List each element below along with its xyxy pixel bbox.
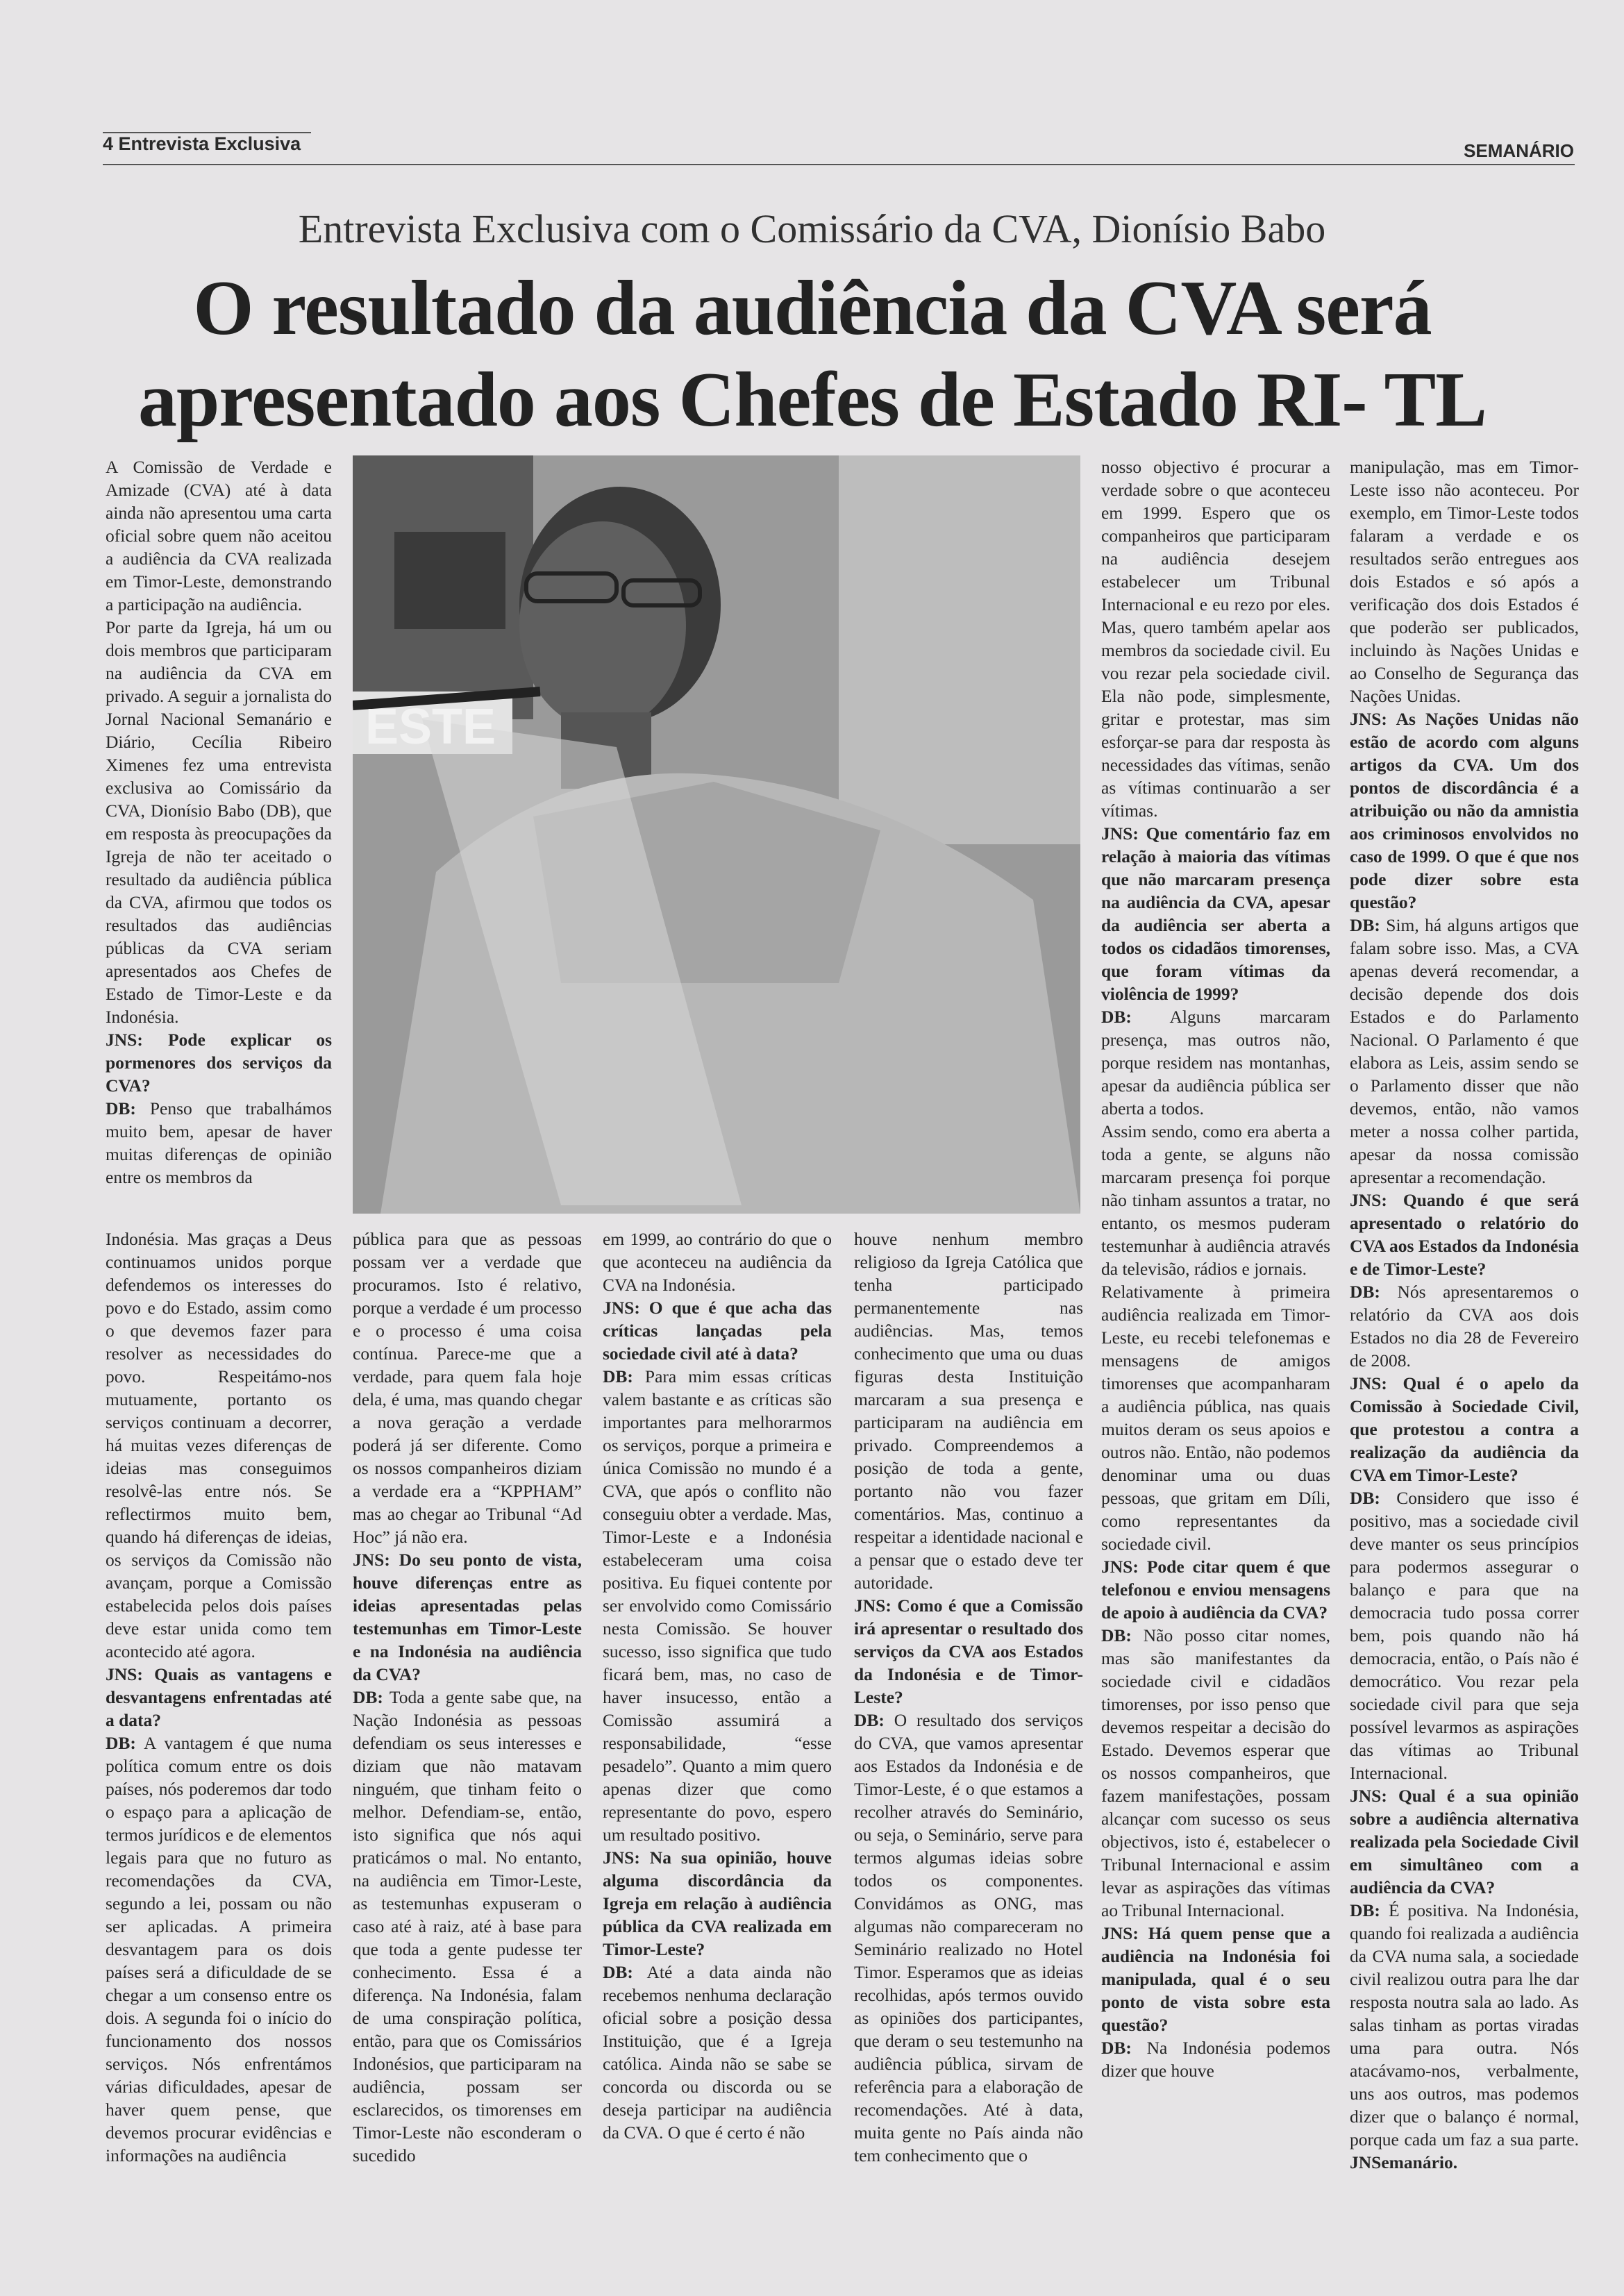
- article-paragraph: [353, 1686, 582, 2167]
- paragraph-text: Penso que trabalhámos muito bem, apesar de haver muitas diferenças de opinião entre os membros da: [106, 1098, 332, 1187]
- interview-question: JNS: Na sua opinião, houve alguma discordância da Igreja em relação à audiência pública da CVA realizada em Timor-Leste?: [603, 1847, 832, 1959]
- speaker-label: DB:: [1101, 1625, 1132, 1645]
- article-paragraph: [1101, 1280, 1330, 1555]
- article-paragraph: [1350, 914, 1579, 1189]
- header-rule: [103, 164, 1575, 165]
- article-paragraph: [1101, 1005, 1330, 1120]
- speaker-label: DB:: [1350, 915, 1380, 935]
- paragraph-text: Na Indonésia podemos dizer que houve: [1101, 2038, 1330, 2081]
- paragraph-text: Por parte da Igreja, há um ou dois membros que participaram na audiência da CVA em privado. A seguir a jornalista do Jornal Nacional Semanário e Diário, Cecília Ribeiro Ximenes fez uma entrevista exclusiva ao Comissário da CVA, Dionísio Babo (DB), que em resposta às preocupações da Igreja de não ter aceitado o resultado da audiência pública da CVA, afirmou que todos os resultados das audiências públicas da CVA seriam apresentados aos Chefes de Estado de Timor-Leste e da Indonésia.: [106, 617, 332, 1027]
- paragraph-text: Até a data ainda não recebemos nenhuma declaração oficial sobre a posição dessa Instituição, que é a Igreja católica. Ainda não se sabe se concorda ou discorda ou se deseja participar na audiência da CVA. O que é certo é não: [603, 1962, 832, 2143]
- speaker-label: DB:: [106, 1098, 136, 1118]
- interview-question: JNS: As Nações Unidas não estão de acordo com alguns artigos da CVA. Um dos pontos de discordância é a atribuição ou não da amnistia aos criminosos envolvidos no caso de 1999. O que é que nos pode dizer sobre esta questão?: [1350, 709, 1579, 912]
- article-paragraph: [106, 616, 332, 1028]
- paragraph-text: Considero que isso é positivo, mas a sociedade civil deve manter os seus princípios para podermos assegurar o balanço e para que na democracia tudo possa correr bem, pois quando não há democracia, então, o País não é democrático. Vou rezar pela sociedade civil para que seja possível levarmos as aspirações das vítimas ao Tribunal Internacional.: [1350, 1488, 1579, 1783]
- interview-question: JNS: Quando é que será apresentado o relatório do CVA aos Estados da Indonésia e de Timor-Leste?: [1350, 1190, 1579, 1279]
- article-column-4: [854, 1227, 1083, 2167]
- article-column-6: [1350, 455, 1579, 2174]
- article-column-3: [603, 1227, 832, 2144]
- paragraph-text: Toda a gente sabe que, na Nação Indonésia as pessoas defendiam os seus interesses e diziam que não matavam ninguém, que tinham feito o melhor. Defendiam-se, então, isto significa que nós aqui praticámos o mal. No entanto, na audiência em Timor-Leste, as testemunhas expuseram o caso até à raiz, até à base para que toda a gente pudesse ter conhecimento. Essa é a diferença. Na Indonésia, falam de uma conspiração política, então, para que os Comissários Indonésios, que participaram na audiência, possam ser esclarecidos, os timorenses em Timor-Leste não esconderam o sucedido: [353, 1687, 582, 2165]
- interview-question: JNS: Há quem pense que a audiência na Indonésia foi manipulada, qual é o seu ponto de vista sobre esta questão?: [1101, 1923, 1330, 2035]
- article-headline: O resultado da audiência da CVA será apresentado aos Chefes de Estado RI- TL: [138, 265, 1487, 443]
- article-paragraph: [353, 1227, 582, 1548]
- article-column-1-top: [106, 455, 332, 1189]
- article-paragraph: [1350, 455, 1579, 707]
- article-paragraph: [1101, 1120, 1330, 1280]
- paragraph-text: houve nenhum membro religioso da Igreja Católica que tenha participado permanentemente nas audiências. Mas, temos conhecimento que uma ou duas figuras desta Instituição marcaram a sua presença e participaram na audiência em privado. Compreendemos a posição de toda a gente, portanto não vou fazer comentários. Mas, continuo a respeitar a identidade nacional e a pensar que o estado deve ter autoridade.: [854, 1229, 1083, 1593]
- speaker-label: DB:: [106, 1733, 136, 1753]
- speaker-label: DB:: [603, 1962, 633, 1982]
- interview-question: JNS: Qual é o apelo da Comissão à Sociedade Civil, que protestou a contra a realização da audiência da CVA em Timor-Leste?: [1350, 1373, 1579, 1485]
- paragraph-text: Nós apresentaremos o relatório da CVA aos dois Estados no dia 28 de Fevereiro de 2008.: [1350, 1282, 1579, 1371]
- speaker-label: DB:: [1101, 2038, 1132, 2058]
- photo-illustration: [353, 455, 1080, 1214]
- paragraph-text: Indonésia. Mas graças a Deus continuamos unidos porque defendemos os interesses do povo e do Estado, assim como o que devemos fazer para resolver as necessidades do povo. Respeitámo-nos mutuamente, portanto os serviços continuam a decorrer, há muitas vezes diferenças de ideias mas conseguimos resolvê-las entre nós. Se reflectirmos muito bem, quando há diferenças de ideias, os serviços da Comissão não avançam, porque a Comissão estabelecida pelos dois países deve estar unida como tem acontecido até agora.: [106, 1229, 332, 1661]
- paragraph-text: Assim sendo, como era aberta a toda a gente, se alguns não marcaram presença foi porque não tinham assuntos a tratar, no entanto, os mesmos puderam testemunhar à audiência através da televisão, rádios e jornais.: [1101, 1121, 1330, 1279]
- paragraph-text: Para mim essas críticas valem bastante e as críticas são importantes para melhorarmos os serviços, porque a primeira e única Comissão no mundo é a CVA, que após o conflito não conseguiu obter a verdade. Mas, Timor-Leste e a Indonésia estabeleceram uma coisa positiva. Eu fiquei contente por ser envolvido como Comissário nesta Comissão. Se houver sucesso, isso significa que tudo ficará bem, mas, no caso de haver insucesso, então a Comissão assumirá a responsabilidade, “esse pesadelo”. Quanto a mim quero apenas dizer que como representante do povo, espero um resultado positivo.: [603, 1366, 832, 1845]
- article-paragraph: [603, 1365, 832, 1846]
- interview-question: JNS: Que comentário faz em relação à maioria das vítimas que não marcaram presença na audiência da CVA, apesar da audiência ser aberta a todos os cidadãos timorenses, que foram vítimas da violência de 1999?: [1101, 823, 1330, 1004]
- speaker-label: DB:: [1350, 1900, 1380, 1920]
- article-paragraph: [854, 1227, 1083, 1594]
- speaker-label: DB:: [1350, 1282, 1380, 1302]
- interview-question: JNS: O que é que acha das críticas lançadas pela sociedade civil até à data?: [603, 1298, 832, 1364]
- speaker-label: DB:: [1350, 1488, 1380, 1508]
- article-paragraph: [603, 1961, 832, 2144]
- article-paragraph: [106, 1227, 332, 1663]
- article-paragraph: [106, 1732, 332, 2167]
- article-paragraph: [106, 1097, 332, 1189]
- article-paragraph: [1350, 1899, 1579, 2174]
- paragraph-text: Alguns marcaram presença, mas outros não, porque residem nas montanhas, apesar da audiência pública ser aberta a todos.: [1101, 1007, 1330, 1118]
- interview-question: JNS: Pode explicar os pormenores dos serviços da CVA?: [106, 1030, 332, 1096]
- speaker-label: DB:: [1101, 1007, 1132, 1027]
- article-paragraph: [603, 1227, 832, 1296]
- paragraph-text: pública para que as pessoas possam ver a verdade que procuramos. Isto é relativo, porque a verdade é um processo e o processo é uma coisa contínua. Parece-me que a verdade, para quem fala hoje dela, é uma, mas quando chegar a nova geração a verdade poderá já ser diferente. Como os nossos companheiros diziam a verdade era a “KPPHAM” mas ao chegar ao Tribunal “Ad Hoc” já não era.: [353, 1229, 582, 1547]
- article-paragraph: [1101, 1624, 1330, 1922]
- speaker-label: DB:: [353, 1687, 383, 1707]
- article-paragraph: [1101, 455, 1330, 822]
- signature: JNSemanário.: [1350, 2152, 1458, 2172]
- interview-question: JNS: Do seu ponto de vista, houve diferenças entre as ideias apresentadas pelas testemunhas em Timor-Leste e na Indonésia na audiência da CVA?: [353, 1550, 582, 1684]
- paragraph-text: É positiva. Na Indonésia, quando foi realizada a audiência da CVA numa sala, a sociedade civil realizou outra para lhe dar resposta noutra sala ao lado. As salas tinham as portas viradas uma para outra. Nós atacávamo-nos, verbalmente, uns aos outros, mas podemos dizer que o balanço é normal, porque cada um faz a sua parte.: [1350, 1900, 1579, 2150]
- publication-name: SEMANÁRIO: [1464, 140, 1574, 161]
- article-kicker: Entrevista Exclusiva com o Comissário da CVA, Dionísio Babo: [298, 206, 1326, 251]
- interview-photo: [353, 455, 1080, 1214]
- interview-question: JNS: Como é que a Comissão irá apresentar o resultado dos serviços da CVA aos Estados da Indonésia e de Timor-Leste?: [854, 1595, 1083, 1707]
- article-column-1-bottom: [106, 1227, 332, 2167]
- interview-question: JNS: Quais as vantagens e desvantagens enfrentadas até a data?: [106, 1664, 332, 1730]
- paragraph-text: A vantagem é que numa política comum entre os dois países, nós poderemos dar todo o espaço para a aplicação de termos jurídicos e de elementos legais para que no futuro as recomendações da CVA, segundo a lei, possam ou não ser aplicadas. A primeira desvantagem para os dois países será a dificuldade de se chegar a um consenso entre os dois. A segunda foi o início do funcionamento dos nossos serviços. Nós enfrentámos várias dificuldades, apesar de haver quem pense, que devemos procurar evidências e informações na audiência: [106, 1733, 332, 2165]
- paragraph-text: em 1999, ao contrário do que o que aconteceu na audiência da CVA na Indonésia.: [603, 1229, 832, 1295]
- photo-banner-text: ESTE: [365, 699, 496, 755]
- article-column-5: [1101, 455, 1330, 2082]
- article-paragraph: [854, 1709, 1083, 2167]
- paragraph-text: Não posso citar nomes, mas são manifestantes da sociedade civil e cidadãos timorenses, por isso penso que devemos respeitar a decisão do Estado. Devemos esperar que os nossos companheiros, que fazem manifestações, possam alcançar com sucesso os seus objectivos, isto é, estabelecer o Tribunal Internacional e assim levar as aspirações das vítimas ao Tribunal Internacional.: [1101, 1625, 1330, 1920]
- paragraph-text: nosso objectivo é procurar a verdade sobre o que aconteceu em 1999. Espero que os companheiros que participaram na audiência desejem estabelecer um Tribunal Internacional e eu rezo por eles. Mas, quero também apelar aos membros da sociedade civil. Eu vou rezar pela sociedade civil. Ela não pode, simplesmente, gritar e protestar, mas sim esforçar-se para dar resposta às necessidades das vítimas, senão as vítimas continuarão a ser vítimas.: [1101, 457, 1330, 821]
- paragraph-text: A Comissão de Verdade e Amizade (CVA) até à data ainda não apresentou uma carta oficial sobre quem não aceitou a audiência da CVA realizada em Timor-Leste, demonstrando a participação na audiência.: [106, 457, 332, 614]
- article-paragraph: [1350, 1280, 1579, 1372]
- article-paragraph: [1101, 2036, 1330, 2082]
- article-paragraph: [106, 455, 332, 616]
- article-paragraph: [1350, 1486, 1579, 1784]
- paragraph-text: O resultado dos serviços do CVA, que vamos apresentar aos Estados da Indonésia e de Timor-Leste, é o que estamos a recolher através do Seminário, ou seja, o Seminário, serve para termos algumas ideias sobre todos os componentes. Convidámos as ONG, mas algumas não compareceram no Seminário realizado no Hotel Timor. Esperamos que as ideias recolhidas, após termos ouvido as opiniões dos participantes, que deram o seu testemunho na audiência pública, sirvam de referência para a elaboração de recomendações. Até à data, muita gente no País ainda não tem conhecimento que o: [854, 1710, 1083, 2165]
- paragraph-text: Relativamente à primeira audiência realizada em Timor-Leste, eu recebi telefonemas e mensagens de amigos timorenses que acompanharam a audiência pública, nas quais muitos deram os seus apoios e outros não. Então, não podemos denominar uma ou duas pessoas, que gritam em Díli, como representantes da sociedade civil.: [1101, 1282, 1330, 1554]
- interview-question: JNS: Pode citar quem é que telefonou e enviou mensagens de apoio à audiência da CVA?: [1101, 1557, 1330, 1623]
- paragraph-text: manipulação, mas em Timor-Leste isso não aconteceu. Por exemplo, em Timor-Leste todos falaram a verdade e os resultados serão entregues aos dois Estados e só após a verificação dos dois Estados é que poderão ser publicados, incluindo às Nações Unidas e ao Conselho de Segurança das Nações Unidas.: [1350, 457, 1579, 706]
- paragraph-text: Sim, há alguns artigos que falam sobre isso. Mas, a CVA apenas deverá recomendar, a decisão depende dos dois Estados e do Parlamento Nacional. O Parlamento é que elabora as Leis, assim sendo se o Parlamento disser que não devemos, então, não vamos meter a nossa colher partida, apesar da nossa comissão apresentar a recomendação.: [1350, 915, 1579, 1187]
- interview-question: JNS: Qual é a sua opinião sobre a audiência alternativa realizada pela Sociedade Civil em simultâneo com a audiência da CVA?: [1350, 1786, 1579, 1897]
- speaker-label: DB:: [854, 1710, 885, 1730]
- article-column-2: [353, 1227, 582, 2167]
- speaker-label: DB:: [603, 1366, 633, 1386]
- section-label: 4 Entrevista Exclusiva: [103, 133, 301, 154]
